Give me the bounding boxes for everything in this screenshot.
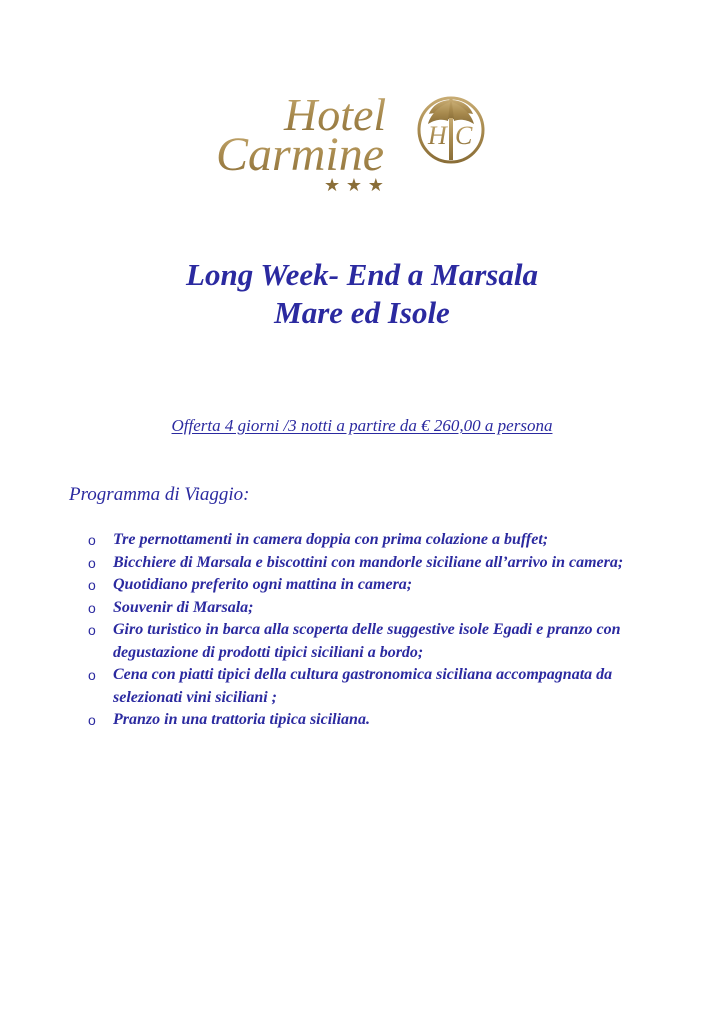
page-title-line-1: Long Week- End a Marsala <box>186 257 538 292</box>
list-item <box>88 709 668 732</box>
page-title-line-2: Mare ed Isole <box>274 295 450 330</box>
list-item-text: Tre pernottamenti in camera doppia con prima colazione a buffet; <box>113 531 549 548</box>
bullet-icon: o <box>88 599 96 616</box>
hotel-logo-graphic <box>214 78 499 198</box>
logo-word-carmine: Carmine <box>216 128 384 181</box>
bullet-icon: o <box>88 577 96 593</box>
logo-monogram-emblem <box>419 98 483 162</box>
list-item-text: Quotidiano preferito ogni mattina in camera; <box>113 576 413 593</box>
offer-line <box>0 415 724 437</box>
list-item <box>88 597 668 620</box>
list-item-text: Giro turistico in barca alla scoperta delle suggestive isole Egadi e pranzo con degustazione di prodotti tipici siciliani a bordo; <box>113 621 621 661</box>
list-item-text: Bicchiere di Marsala e biscottini con mandorle siciliane all’arrivo in camera; <box>113 553 624 571</box>
bullet-icon: o <box>88 712 96 728</box>
list-item <box>88 552 668 575</box>
bullet-icon: o <box>88 667 96 683</box>
hotel-logo <box>214 78 499 198</box>
logo-stars: ★ ★ ★ <box>324 175 384 196</box>
logo-monogram-c: C <box>455 121 473 150</box>
logo-monogram-h: H <box>428 121 447 150</box>
bullet-icon: o <box>88 554 96 571</box>
bullet-icon: o <box>88 532 96 548</box>
offer-text: Offerta 4 giorni /3 notti a partire da € 260,00 a persona <box>171 416 553 435</box>
list-item <box>88 664 668 709</box>
logo-word-hotel: Hotel <box>284 89 387 140</box>
bullet-icon: o <box>88 622 96 638</box>
program-heading: Programma di Viaggio: <box>69 484 250 505</box>
list-item <box>88 619 668 664</box>
list-item <box>88 574 668 597</box>
list-item-text: Cena con piatti tipici della cultura gastronomica siciliana accompagnata da selezionati vini siciliani ; <box>113 666 613 706</box>
program-list <box>88 529 668 732</box>
list-item <box>88 529 668 552</box>
list-item-text: Souvenir di Marsala; <box>113 598 254 616</box>
list-item-text: Pranzo in una trattoria tipica siciliana. <box>113 711 370 728</box>
